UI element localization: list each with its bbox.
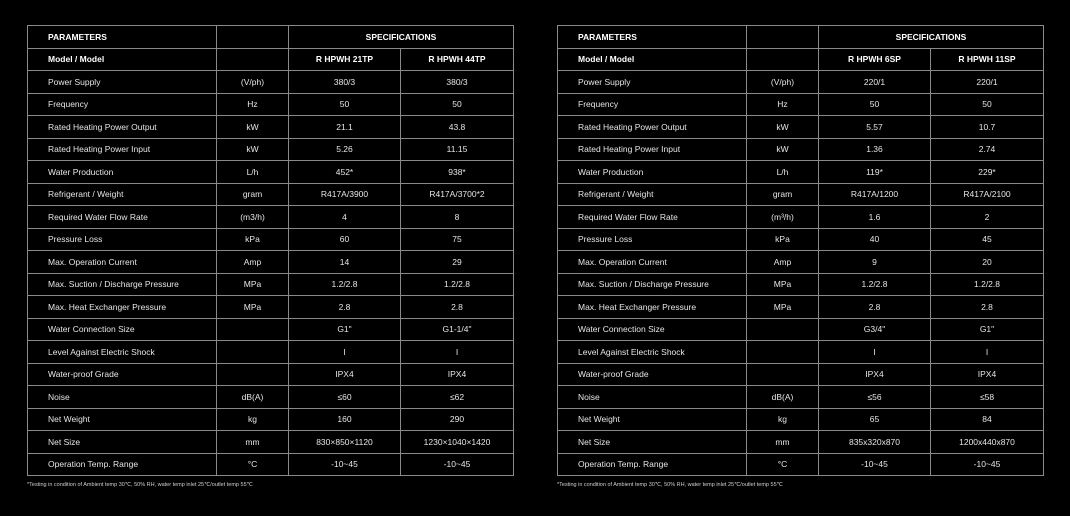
table-row [28, 273, 514, 296]
table-row [558, 251, 1044, 274]
value-col2-cell: 290 [401, 408, 514, 431]
value-col1-cell: ≤56 [819, 386, 931, 409]
table-row [28, 431, 514, 454]
unit-cell [747, 363, 819, 386]
param-cell: Net Size [558, 431, 747, 454]
value-col1-cell: 160 [289, 408, 401, 431]
value-col1-cell: 40 [819, 228, 931, 251]
value-col1-cell: R417A/3900 [289, 183, 401, 206]
specifications-header: SPECIFICATIONS [819, 26, 1044, 49]
value-col1-cell: 2.8 [289, 296, 401, 319]
table-row [558, 453, 1044, 476]
unit-cell: MPa [217, 273, 289, 296]
table-row [28, 318, 514, 341]
value-col1-cell: 452* [289, 161, 401, 184]
unit-cell [747, 318, 819, 341]
unit-cell: kg [747, 408, 819, 431]
value-col2-cell: -10~45 [401, 453, 514, 476]
param-cell: Required Water Flow Rate [558, 206, 747, 229]
value-col2-cell: -10~45 [931, 453, 1044, 476]
value-col2-cell: G1" [931, 318, 1044, 341]
table-row [558, 93, 1044, 116]
param-cell: Water Connection Size [28, 318, 217, 341]
unit-header [747, 26, 819, 49]
unit-cell: °C [217, 453, 289, 476]
value-col2-cell: 1230×1040×1420 [401, 431, 514, 454]
model-col1: R HPWH 6SP [819, 48, 931, 71]
param-cell: Operation Temp. Range [28, 453, 217, 476]
value-col2-cell: 380/3 [401, 71, 514, 94]
parameters-header: PARAMETERS [28, 26, 217, 49]
spec-panel-right [557, 25, 1043, 476]
unit-cell: kg [217, 408, 289, 431]
table-row [28, 251, 514, 274]
value-col1-cell: 1.2/2.8 [289, 273, 401, 296]
model-unit [747, 48, 819, 71]
table-row [28, 296, 514, 319]
param-cell: Net Weight [28, 408, 217, 431]
param-cell: Water-proof Grade [28, 363, 217, 386]
value-col2-cell: 11.15 [401, 138, 514, 161]
table-row [558, 408, 1044, 431]
param-cell: Rated Heating Power Output [28, 116, 217, 139]
value-col2-cell: 938* [401, 161, 514, 184]
param-cell: Max. Heat Exchanger Pressure [28, 296, 217, 319]
param-cell: Level Against Electric Shock [28, 341, 217, 364]
param-cell: Power Supply [28, 71, 217, 94]
table-row [28, 206, 514, 229]
value-col2-cell: IPX4 [931, 363, 1044, 386]
table-row [558, 161, 1044, 184]
table-row [28, 183, 514, 206]
value-col2-cell: R417A/3700*2 [401, 183, 514, 206]
table-row [28, 363, 514, 386]
model-col1: R HPWH 21TP [289, 48, 401, 71]
value-col1-cell: 830×850×1120 [289, 431, 401, 454]
value-col1-cell: ≤60 [289, 386, 401, 409]
param-cell: Power Supply [558, 71, 747, 94]
value-col1-cell: R417A/1200 [819, 183, 931, 206]
value-col2-cell: 84 [931, 408, 1044, 431]
value-col2-cell: 1.2/2.8 [931, 273, 1044, 296]
unit-cell: Amp [747, 251, 819, 274]
table-header-row [28, 26, 514, 49]
param-cell: Water-proof Grade [558, 363, 747, 386]
model-col2: R HPWH 11SP [931, 48, 1044, 71]
value-col2-cell: IPX4 [401, 363, 514, 386]
param-cell: Noise [558, 386, 747, 409]
value-col2-cell: ≤62 [401, 386, 514, 409]
value-col2-cell: 2 [931, 206, 1044, 229]
table-row [558, 341, 1044, 364]
param-cell: Noise [28, 386, 217, 409]
unit-cell: MPa [747, 273, 819, 296]
table-row [558, 386, 1044, 409]
value-col2-cell: 1200x440x870 [931, 431, 1044, 454]
param-cell: Max. Operation Current [558, 251, 747, 274]
param-cell: Refrigerant / Weight [558, 183, 747, 206]
table-row [558, 206, 1044, 229]
value-col1-cell: 5.26 [289, 138, 401, 161]
value-col2-cell: 8 [401, 206, 514, 229]
unit-cell: kPa [217, 228, 289, 251]
table-row [558, 273, 1044, 296]
parameters-header: PARAMETERS [558, 26, 747, 49]
unit-cell: kPa [747, 228, 819, 251]
spec-table-right [557, 25, 1044, 476]
value-col2-cell: 2.8 [401, 296, 514, 319]
value-col1-cell: 21.1 [289, 116, 401, 139]
unit-cell: gram [747, 183, 819, 206]
spec-table-left [27, 25, 514, 476]
param-cell: Net Weight [558, 408, 747, 431]
table-row [558, 228, 1044, 251]
table-row [558, 318, 1044, 341]
unit-cell: L/h [747, 161, 819, 184]
param-cell: Pressure Loss [28, 228, 217, 251]
table-row [558, 183, 1044, 206]
unit-cell: kW [747, 116, 819, 139]
value-col2-cell: 20 [931, 251, 1044, 274]
value-col1-cell: -10~45 [819, 453, 931, 476]
value-col1-cell: IPX4 [819, 363, 931, 386]
value-col1-cell: 4 [289, 206, 401, 229]
value-col1-cell: 835x320x870 [819, 431, 931, 454]
value-col1-cell: 1.2/2.8 [819, 273, 931, 296]
value-col2-cell: I [931, 341, 1044, 364]
table-row [558, 71, 1044, 94]
unit-cell: gram [217, 183, 289, 206]
table-row [28, 116, 514, 139]
param-cell: Rated Heating Power Output [558, 116, 747, 139]
value-col2-cell: R417A/2100 [931, 183, 1044, 206]
value-col2-cell: I [401, 341, 514, 364]
value-col2-cell: 10.7 [931, 116, 1044, 139]
unit-cell: Hz [747, 93, 819, 116]
unit-cell: MPa [747, 296, 819, 319]
param-cell: Rated Heating Power Input [28, 138, 217, 161]
value-col1-cell: I [289, 341, 401, 364]
param-cell: Frequency [558, 93, 747, 116]
table-row [558, 431, 1044, 454]
value-col1-cell: 50 [289, 93, 401, 116]
unit-cell: (m³/h) [747, 206, 819, 229]
value-col2-cell: 2.74 [931, 138, 1044, 161]
table-row [558, 116, 1044, 139]
unit-cell: dB(A) [217, 386, 289, 409]
unit-cell: mm [747, 431, 819, 454]
param-cell: Required Water Flow Rate [28, 206, 217, 229]
param-cell: Water Production [558, 161, 747, 184]
unit-cell [217, 363, 289, 386]
param-cell: Max. Heat Exchanger Pressure [558, 296, 747, 319]
table-row [28, 161, 514, 184]
unit-cell: kW [217, 116, 289, 139]
value-col1-cell: 9 [819, 251, 931, 274]
value-col1-cell: 65 [819, 408, 931, 431]
param-cell: Net Size [28, 431, 217, 454]
table-row [28, 71, 514, 94]
table-row [28, 453, 514, 476]
value-col2-cell: 50 [401, 93, 514, 116]
model-unit [217, 48, 289, 71]
value-col2-cell: 75 [401, 228, 514, 251]
model-label: Model / Model [28, 48, 217, 71]
table-row [558, 363, 1044, 386]
param-cell: Max. Operation Current [28, 251, 217, 274]
value-col1-cell: IPX4 [289, 363, 401, 386]
param-cell: Level Against Electric Shock [558, 341, 747, 364]
param-cell: Operation Temp. Range [558, 453, 747, 476]
table-row [28, 93, 514, 116]
value-col2-cell: 43.8 [401, 116, 514, 139]
unit-cell: Amp [217, 251, 289, 274]
param-cell: Water Connection Size [558, 318, 747, 341]
unit-cell: (V/ph) [747, 71, 819, 94]
param-cell: Water Production [28, 161, 217, 184]
unit-cell: Hz [217, 93, 289, 116]
unit-cell: (m3/h) [217, 206, 289, 229]
unit-cell: dB(A) [747, 386, 819, 409]
value-col1-cell: 2.8 [819, 296, 931, 319]
unit-cell [217, 341, 289, 364]
param-cell: Max. Suction / Discharge Pressure [28, 273, 217, 296]
value-col1-cell: 60 [289, 228, 401, 251]
param-cell: Max. Suction / Discharge Pressure [558, 273, 747, 296]
value-col1-cell: 380/3 [289, 71, 401, 94]
footnote-left: *Testing in condition of Ambient temp 30℃, 50% RH, water temp inlet 25℃/outlet temp 55℃ [27, 482, 253, 488]
table-row [28, 228, 514, 251]
value-col2-cell: 1.2/2.8 [401, 273, 514, 296]
value-col1-cell: G3/4" [819, 318, 931, 341]
value-col1-cell: 5.57 [819, 116, 931, 139]
value-col2-cell: 45 [931, 228, 1044, 251]
model-row [28, 48, 514, 71]
value-col1-cell: I [819, 341, 931, 364]
model-row [558, 48, 1044, 71]
param-cell: Pressure Loss [558, 228, 747, 251]
spec-panel-left [27, 25, 513, 476]
param-cell: Refrigerant / Weight [28, 183, 217, 206]
unit-header [217, 26, 289, 49]
unit-cell: °C [747, 453, 819, 476]
value-col2-cell: 2.8 [931, 296, 1044, 319]
value-col2-cell: 29 [401, 251, 514, 274]
table-row [28, 386, 514, 409]
param-cell: Rated Heating Power Input [558, 138, 747, 161]
unit-cell: MPa [217, 296, 289, 319]
footnote-right: *Testing in condition of Ambient temp 30℃, 50% RH, water temp inlet 25℃/outlet temp 55℃ [557, 482, 783, 488]
unit-cell: mm [217, 431, 289, 454]
param-cell: Frequency [28, 93, 217, 116]
table-row [28, 408, 514, 431]
value-col2-cell: 229* [931, 161, 1044, 184]
table-row [558, 296, 1044, 319]
unit-cell [747, 341, 819, 364]
value-col1-cell: G1" [289, 318, 401, 341]
table-row [28, 138, 514, 161]
unit-cell: (V/ph) [217, 71, 289, 94]
value-col1-cell: 119* [819, 161, 931, 184]
value-col1-cell: 1.36 [819, 138, 931, 161]
specifications-header: SPECIFICATIONS [289, 26, 514, 49]
model-label: Model / Model [558, 48, 747, 71]
value-col2-cell: G1-1/4" [401, 318, 514, 341]
value-col2-cell: ≤58 [931, 386, 1044, 409]
value-col2-cell: 220/1 [931, 71, 1044, 94]
value-col1-cell: 50 [819, 93, 931, 116]
unit-cell: kW [747, 138, 819, 161]
table-header-row [558, 26, 1044, 49]
unit-cell [217, 318, 289, 341]
table-row [558, 138, 1044, 161]
unit-cell: kW [217, 138, 289, 161]
unit-cell: L/h [217, 161, 289, 184]
value-col1-cell: -10~45 [289, 453, 401, 476]
value-col1-cell: 14 [289, 251, 401, 274]
value-col2-cell: 50 [931, 93, 1044, 116]
model-col2: R HPWH 44TP [401, 48, 514, 71]
table-row [28, 341, 514, 364]
value-col1-cell: 220/1 [819, 71, 931, 94]
value-col1-cell: 1.6 [819, 206, 931, 229]
